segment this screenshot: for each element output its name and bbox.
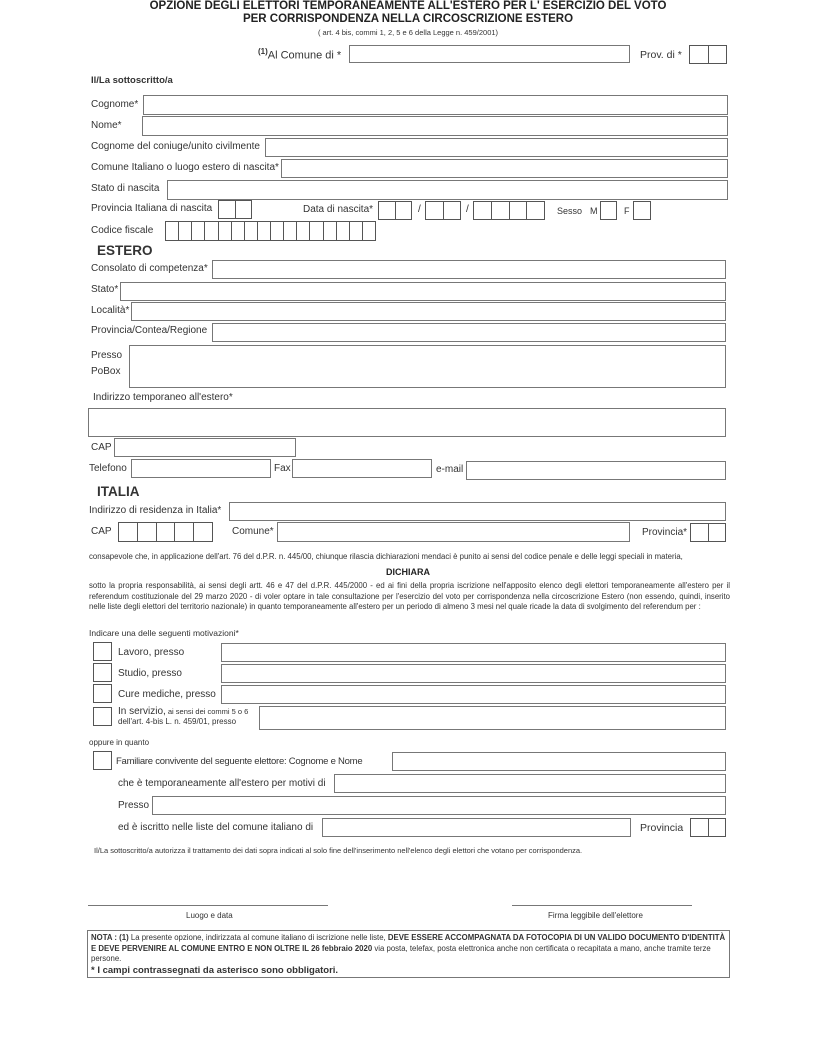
localita-label: Località* (91, 305, 130, 316)
codice-fiscale-cell[interactable] (310, 222, 323, 240)
cure-checkbox[interactable] (93, 684, 112, 703)
stato-nascita-label: Stato di nascita (91, 183, 160, 194)
codice-fiscale-cell[interactable] (205, 222, 218, 240)
indirizzo-italia-input[interactable] (229, 502, 726, 521)
fax-input[interactable] (292, 459, 432, 478)
luogo-data-label: Luogo e data (186, 911, 233, 920)
provincia-nascita-label: Provincia Italiana di nascita (91, 203, 213, 214)
firma-label: Firma leggibile dell'elettore (548, 911, 643, 920)
prov-label: Prov. di * (640, 49, 682, 61)
cognome-input[interactable] (143, 95, 728, 115)
codice-fiscale-cell[interactable] (219, 222, 232, 240)
codice-fiscale-cell[interactable] (284, 222, 297, 240)
provincia-familiare-label: Provincia (640, 822, 684, 834)
codice-fiscale-cell[interactable] (337, 222, 350, 240)
firma-line[interactable] (512, 905, 692, 906)
footnote-mark: (1) (258, 47, 268, 56)
codice-fiscale-label: Codice fiscale (91, 225, 154, 236)
familiare-checkbox[interactable] (93, 751, 112, 770)
cure-label: Cure mediche, presso (118, 689, 216, 700)
motivi-label: che è temporaneamente all'estero per motivi di (118, 778, 326, 789)
studio-input[interactable] (221, 664, 726, 683)
nota-bold: DEVE ESSERE ACCOMPAGNATA DA FOTOCOPIA DI UN VALIDO DOCUMENTO D'IDENTITÀ E DEVE PERVENIRE AL COMUNE ENTRO E NON OLTRE IL 26 febbraio 2020 (91, 933, 726, 953)
provincia-familiare-input[interactable] (690, 818, 726, 837)
presso-familiare-input[interactable] (152, 796, 726, 815)
localita-input[interactable] (131, 302, 726, 321)
indirizzo-estero-label: Indirizzo temporaneo all'estero* (93, 392, 233, 403)
provincia-italia-label: Provincia* (642, 527, 688, 538)
luogo-data-line[interactable] (88, 905, 328, 906)
iscritto-input[interactable] (322, 818, 631, 837)
studio-checkbox[interactable] (93, 663, 112, 682)
codice-fiscale-cell[interactable] (324, 222, 337, 240)
nota-box (87, 930, 730, 978)
studio-label: Studio, presso (118, 668, 182, 679)
provincia-nascita-input[interactable] (218, 200, 252, 219)
date-separator: / (418, 204, 421, 215)
sesso-label: Sesso (557, 206, 583, 216)
date-separator: / (466, 204, 469, 215)
presso-familiare-label: Presso (118, 800, 150, 811)
nota-prefix: NOTA : (1) (91, 933, 129, 942)
comune-italia-input[interactable] (277, 522, 630, 542)
nome-input[interactable] (142, 116, 728, 136)
oppure-text: oppure in quanto (89, 738, 150, 747)
codice-fiscale-cell[interactable] (350, 222, 363, 240)
codice-fiscale-cell[interactable] (271, 222, 284, 240)
stato-nascita-input[interactable] (167, 180, 728, 200)
pobox-label: PoBox (91, 366, 121, 377)
email-input[interactable] (466, 461, 726, 480)
cap-estero-label: CAP (91, 442, 112, 453)
luogo-nascita-label: Comune Italiano o luogo estero di nascita* (91, 162, 279, 173)
consolato-input[interactable] (212, 260, 726, 279)
indirizzo-estero-input[interactable] (88, 408, 726, 437)
servizio-label-line2: dell'art. 4-bis L. n. 459/01, presso (118, 717, 237, 726)
sesso-f-label: F (624, 206, 630, 216)
data-giorno-input[interactable] (378, 201, 412, 220)
stato-input[interactable] (120, 282, 726, 301)
servizio-label-main: In servizio, (118, 706, 166, 717)
email-label: e-mail (436, 464, 464, 475)
consapevole-text: consapevole che, in applicazione dell'art. 76 del d.P.R. n. 445/00, chiunque rilascia dichiarazioni mendaci è punito ai sensi del codice penale e delle leggi speciali in materia, (89, 552, 683, 561)
indirizzo-italia-label: Indirizzo di residenza in Italia* (89, 505, 222, 516)
obbligatori-note: * I campi contrassegnati da asterisco sono obbligatori. (91, 964, 339, 976)
nota-text2: via posta, telefax, posta elettronica anche non certificata o recapitata a mano, anche tramite terze persone. (91, 943, 711, 963)
form-title-line1: OPZIONE DEGLI ELETTORI TEMPORANEAMENTE ALL'ESTERO PER L' ESERCIZIO DEL VOTO (149, 0, 667, 12)
sesso-m-checkbox[interactable] (600, 201, 617, 220)
comune-input[interactable] (349, 45, 630, 63)
cap-italia-label: CAP (91, 526, 112, 537)
luogo-nascita-input[interactable] (281, 159, 728, 178)
codice-fiscale-cell[interactable] (192, 222, 205, 240)
italia-heading: ITALIA (97, 484, 140, 499)
stato-label: Stato* (91, 284, 119, 295)
codice-fiscale-cell[interactable] (297, 222, 310, 240)
motivi-input[interactable] (334, 774, 726, 793)
codice-fiscale-input[interactable] (165, 221, 376, 241)
familiare-input[interactable] (392, 752, 726, 771)
familiare-label: Familiare convivente del seguente elettore: Cognome e Nome (116, 756, 363, 767)
cognome-label: Cognome* (91, 99, 139, 110)
sesso-m-label: M (590, 206, 598, 216)
cap-italia-input[interactable] (118, 522, 213, 542)
lavoro-label: Lavoro, presso (118, 647, 185, 658)
codice-fiscale-cell[interactable] (179, 222, 192, 240)
cure-input[interactable] (221, 685, 726, 704)
servizio-input[interactable] (259, 706, 726, 730)
nome-label: Nome* (91, 120, 122, 131)
provincia-estero-input[interactable] (212, 323, 726, 342)
servizio-label-small: ai sensi dei commi 5 o 6 (165, 707, 249, 716)
sottoscritto-heading: Il/La sottoscritto/a (91, 75, 173, 86)
codice-fiscale-cell[interactable] (245, 222, 258, 240)
codice-fiscale-cell[interactable] (232, 222, 245, 240)
indicare-motivazioni: Indicare una delle seguenti motivazioni* (89, 628, 239, 638)
fax-label: Fax (274, 463, 291, 474)
comune-italia-label: Comune* (232, 526, 274, 537)
nota-text1: La presente opzione, indirizzata al comune italiano di iscrizione nelle liste, (128, 933, 388, 942)
lavoro-input[interactable] (221, 643, 726, 662)
iscritto-label: ed è iscritto nelle liste del comune italiano di (118, 822, 314, 833)
presso-label: Presso (91, 350, 123, 361)
legal-reference: ( art. 4 bis, commi 1, 2, 5 e 6 della Legge n. 459/2001) (317, 28, 499, 37)
cap-estero-input[interactable] (114, 438, 296, 457)
form-title-line2: PER CORRISPONDENZA NELLA CIRCOSCRIZIONE ESTERO (242, 13, 574, 25)
comune-label-text: Al Comune di * (267, 49, 342, 62)
cognome-coniuge-label: Cognome del coniuge/unito civilmente (91, 141, 260, 152)
data-mese-input[interactable] (425, 201, 461, 220)
codice-fiscale-cell[interactable] (166, 222, 179, 240)
dichiara-heading: DICHIARA (386, 567, 430, 577)
lavoro-checkbox[interactable] (93, 642, 112, 661)
provincia-italia-input[interactable] (690, 523, 726, 542)
prov-input[interactable] (689, 45, 727, 64)
servizio-checkbox[interactable] (93, 707, 112, 726)
consolato-label: Consolato di competenza* (91, 263, 208, 274)
data-anno-input[interactable] (473, 201, 545, 220)
codice-fiscale-cell[interactable] (258, 222, 271, 240)
data-nascita-label: Data di nascita* (303, 204, 374, 215)
dichiara-body: sotto la propria responsabilità, ai sensi degli artt. 46 e 47 del d.P.R. 445/2000 - ed ai fini della propria iscrizione nell'apposito elenco degli elettori temporaneamente all'estero per il referendum costituzionale del 29 marzo 2020 - di voler optare in tale consultazione per l'esercizio del voto per corrispondenza nella circoscrizione Estero (non essendo, quindi, inserito nelle liste degli elettori del territorio nazionale) in quanto temporaneamente all'estero per un periodo di almeno 3 mesi nel quale ricade la data di svolgimento del referendum per : (89, 581, 730, 611)
privacy-text: Il/La sottoscritto/a autorizza il trattamento dei dati sopra indicati al solo fine dell'inserimento nell'elenco degli elettori che votano per corrispondenza. (94, 846, 583, 855)
telefono-label: Telefono (89, 463, 127, 474)
sesso-f-checkbox[interactable] (633, 201, 651, 220)
comune-label (258, 46, 341, 62)
telefono-input[interactable] (131, 459, 271, 478)
codice-fiscale-cell[interactable] (363, 222, 375, 240)
cognome-coniuge-input[interactable] (265, 138, 728, 157)
estero-heading: ESTERO (97, 243, 153, 258)
presso-pobox-input[interactable] (129, 345, 726, 388)
provincia-estero-label: Provincia/Contea/Regione (91, 325, 208, 336)
